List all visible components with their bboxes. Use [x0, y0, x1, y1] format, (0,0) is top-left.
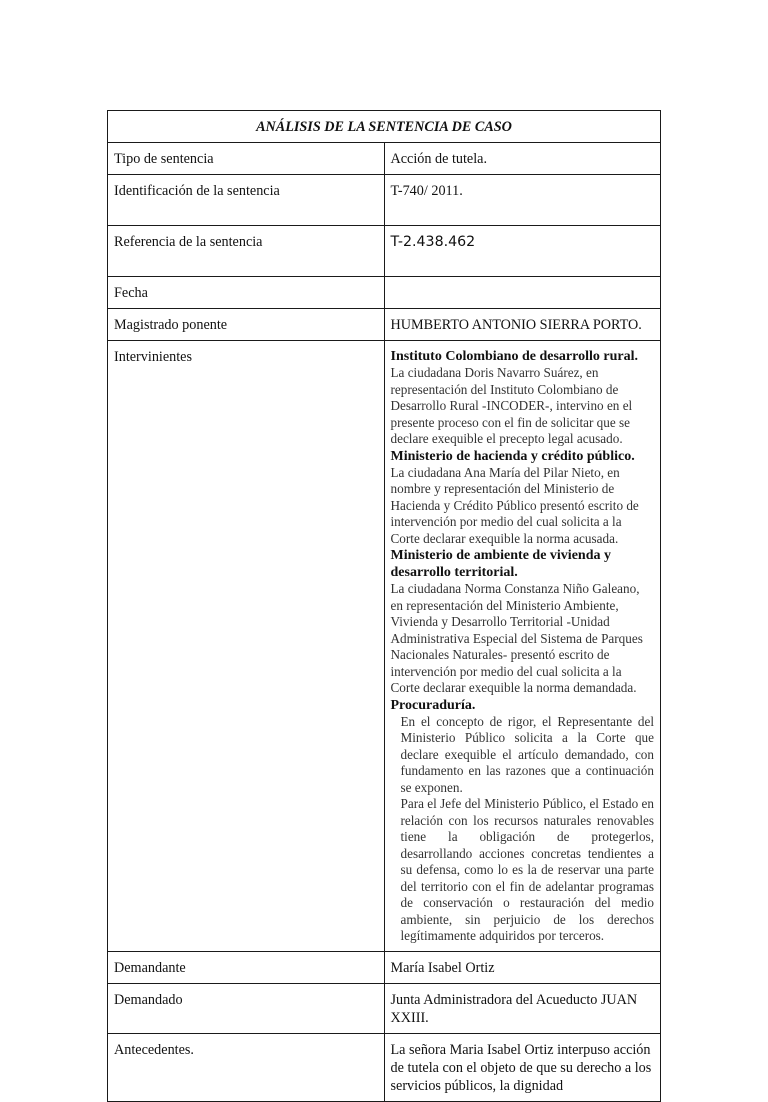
- label-intervinientes: Intervinientes: [108, 341, 385, 952]
- label-fecha: Fecha: [108, 277, 385, 309]
- label-tipo-sentencia: Tipo de sentencia: [108, 143, 385, 175]
- interviniente-heading: Procuraduría.: [390, 697, 476, 713]
- value-magistrado: HUMBERTO ANTONIO SIERRA PORTO.: [384, 309, 661, 341]
- title-row: [108, 111, 661, 143]
- procuraduria-paragraph: Para el Jefe del Ministerio Público, el Estado en relación con los recursos naturales renovables tiene la obligación de protegerlos, desarrollando acciones concretas tendientes a su defensa, como lo es la de reservar una parte del territorio con el fin de adelantar programas de conservación o restauración del medio ambiente, sin perjuicio de los derechos legítimamente adquiridos por terceros.: [400, 796, 654, 943]
- label-demandante: Demandante: [108, 951, 385, 983]
- value-intervinientes: [384, 341, 661, 952]
- label-magistrado: Magistrado ponente: [108, 309, 385, 341]
- value-antecedentes: La señora Maria Isabel Ortiz interpuso acción de tutela con el objeto de que su derecho a los servicios públicos, la dignidad: [384, 1033, 661, 1101]
- table-row: [108, 1033, 661, 1101]
- value-referencia: T-2.438.462: [384, 226, 661, 277]
- table-row: [108, 277, 661, 309]
- procuraduria-paragraph: En el concepto de rigor, el Representante del Ministerio Público solicita a la Corte que declare exequible el artículo demandado, con fundamento en las razones que a continuación se exponen.: [400, 713, 654, 795]
- label-antecedentes: Antecedentes.: [108, 1033, 385, 1101]
- table-row: [108, 175, 661, 226]
- procuraduria-text: [391, 714, 655, 945]
- table-row: [108, 983, 661, 1033]
- interviniente-text: La ciudadana Norma Constanza Niño Galeano, en representación del Ministerio Ambiente, Vivienda y Desarrollo Territorial -Unidad Administrativa Especial del Sistema de Parques Nacionales Naturales- presentó escrito de intervención por medio del cual solicita a la Corte declarar exequible la norma demandada.: [390, 581, 643, 695]
- table-row: [108, 143, 661, 175]
- interviniente-heading: Instituto Colombiano de desarrollo rural.: [390, 349, 638, 364]
- label-identificacion: Identificación de la sentencia: [108, 175, 385, 226]
- case-analysis-table: [107, 110, 661, 1102]
- value-demandado: Junta Administradora del Acueducto JUAN XXIII.: [384, 983, 661, 1033]
- table-row: [108, 309, 661, 341]
- value-fecha: [384, 277, 661, 309]
- interviniente-text: La ciudadana Ana María del Pilar Nieto, en nombre y representación del Ministerio de Hacienda y Crédito Público presentó escrito de intervención por medio del cual solicita a la Corte declarar exequible la norma acusada.: [390, 464, 639, 546]
- value-demandante: María Isabel Ortiz: [384, 951, 661, 983]
- table-row: [108, 341, 661, 952]
- table-row: [108, 951, 661, 983]
- value-identificacion: T-740/ 2011.: [384, 175, 661, 226]
- table-row: [108, 226, 661, 277]
- label-referencia: Referencia de la sentencia: [108, 226, 385, 277]
- interviniente-heading: Ministerio de hacienda y crédito público.: [390, 448, 635, 464]
- label-demandado: Demandado: [108, 983, 385, 1033]
- table-title: ANÁLISIS DE LA SENTENCIA DE CASO: [108, 111, 661, 143]
- interviniente-heading: Ministerio de ambiente de vivienda y desarrollo territorial.: [390, 548, 611, 580]
- interviniente-text: La ciudadana Doris Navarro Suárez, en representación del Instituto Colombiano de Desarrollo Rural -INCODER-, intervino en el presente proceso con el fin de solicitar que se declare exequible el precepto legal acusado.: [390, 365, 633, 446]
- value-tipo-sentencia: Acción de tutela.: [384, 143, 661, 175]
